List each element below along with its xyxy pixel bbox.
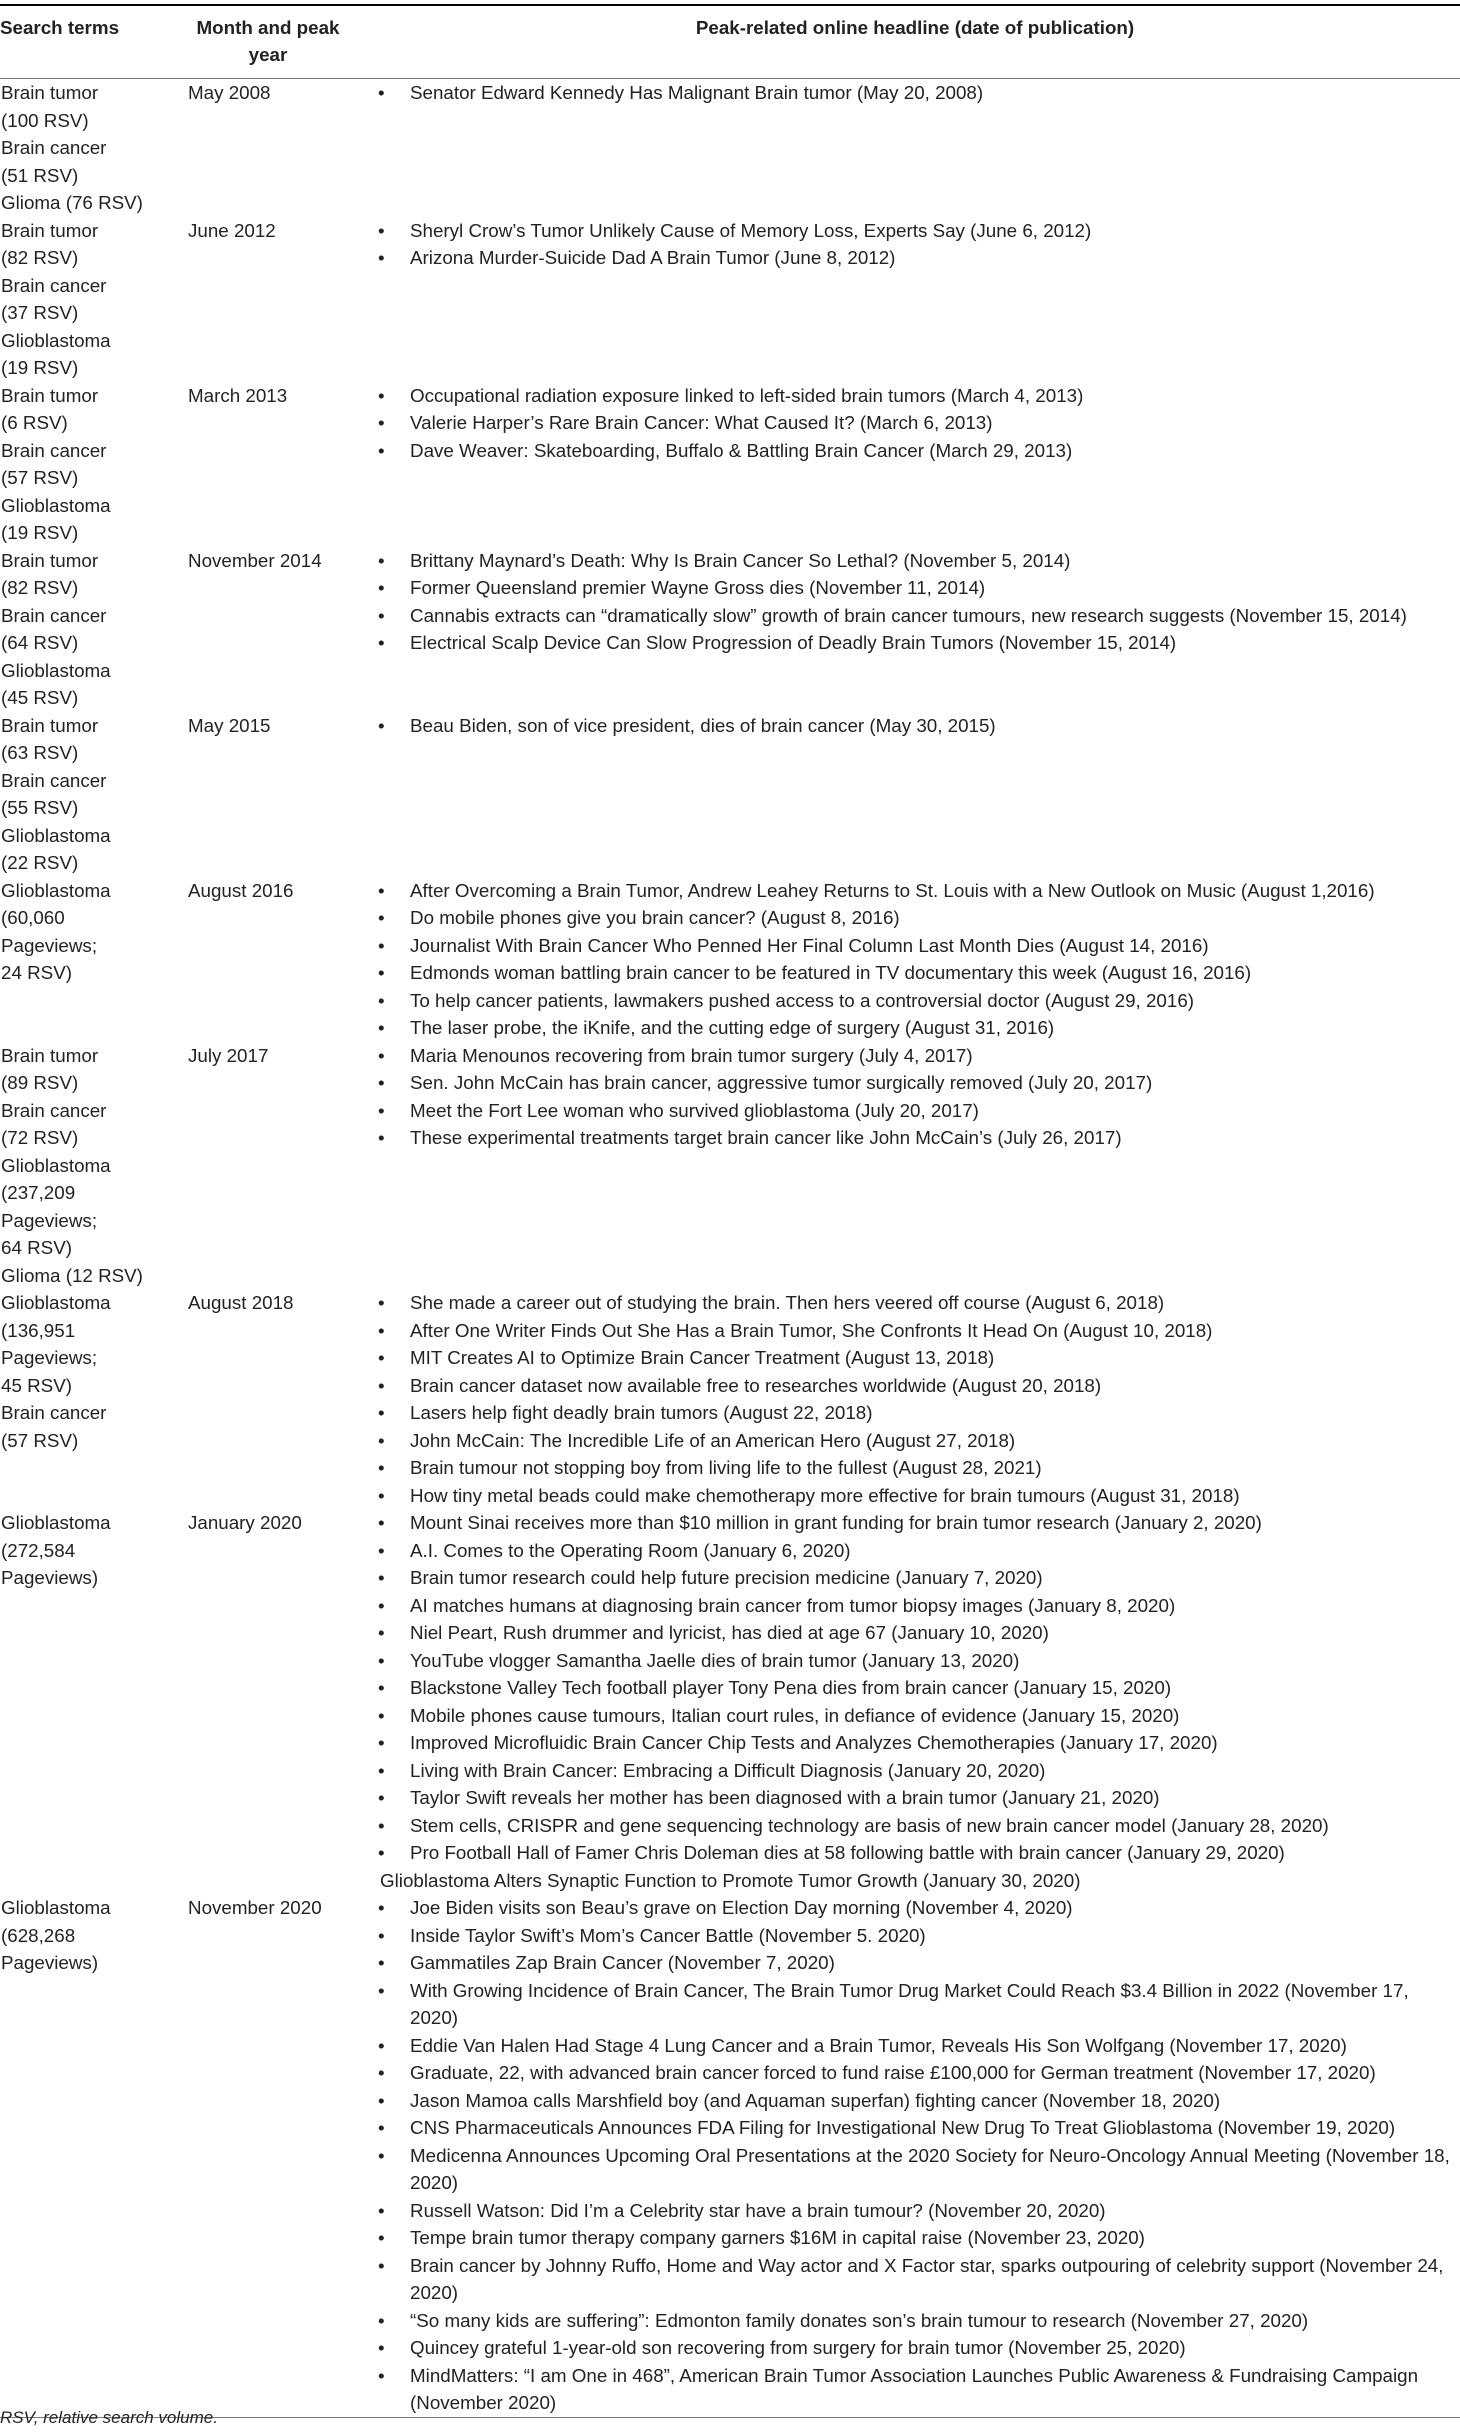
table-row [0,1042,1460,1290]
headline-item: • “So many kids are suffering”: Edmonton family donates son’s brain tumour to research (November 27, 2020) [370,2307,1460,2335]
headline-item: • Brain cancer dataset now available free to researches worldwide (August 20, 2018) [370,1372,1460,1400]
headlines-cell [370,1894,1460,2417]
headline-item: • Improved Microfluidic Brain Cancer Chip Tests and Analyzes Chemotherapies (January 17, 2020) [370,1729,1460,1757]
headline-item: • AI matches humans at diagnosing brain cancer from tumor biopsy images (January 8, 2020) [370,1592,1460,1620]
search-terms-cell: Glioblastoma (136,951 Pageviews; 45 RSV) Brain cancer (57 RSV) [1,1292,111,1451]
headline-item: • Quincey grateful 1-year-old son recovering from surgery for brain tumor (November 25, 2020) [370,2334,1460,2362]
headline-item: • Occupational radiation exposure linked to left-sided brain tumors (March 4, 2013) [370,382,1460,410]
headline-item: • MIT Creates AI to Optimize Brain Cancer Treatment (August 13, 2018) [370,1344,1460,1372]
month-peak-cell: March 2013 [188,384,288,406]
headline-item: • Sen. John McCain has brain cancer, aggressive tumor surgically removed (July 20, 2017) [370,1069,1460,1097]
headline-list [370,712,1460,740]
headline-item: • Gammatiles Zap Brain Cancer (November 7, 2020) [370,1949,1460,1977]
search-terms-cell: Brain tumor (63 RSV) Brain cancer (55 RSV) Glioblastoma (22 RSV) [1,714,111,873]
headline-item: • These experimental treatments target brain cancer like John McCain’s (July 26, 2017) [370,1124,1460,1152]
month-peak-cell: May 2015 [188,714,271,736]
search-terms-cell: Brain tumor (100 RSV) Brain cancer (51 RSV) Glioma (76 RSV) [1,82,143,213]
search-terms-cell: Brain tumor (6 RSV) Brain cancer (57 RSV) Glioblastoma (19 RSV) [1,384,111,543]
headline-list [370,217,1460,272]
headline-item: • The laser probe, the iKnife, and the cutting edge of surgery (August 31, 2016) [370,1014,1460,1042]
headlines-cell [370,382,1460,547]
headline-item: • Jason Mamoa calls Marshfield boy (and Aquaman superfan) fighting cancer (November 18, 2020) [370,2087,1460,2115]
search-terms-cell: Glioblastoma (60,060 Pageviews; 24 RSV) [1,879,111,983]
month-peak-cell: November 2020 [186,1894,370,2417]
headlines-cell [370,547,1460,712]
table-row [0,547,1460,712]
headline-item: • Sheryl Crow’s Tumor Unlikely Cause of Memory Loss, Experts Say (June 6, 2012) [370,217,1460,245]
search-terms-cell: Glioblastoma (628,268 Pageviews) [0,1894,186,2417]
headline-table [0,4,1460,2418]
month-peak-cell: July 2017 [188,1044,269,1066]
table-row [0,1509,1460,1894]
search-terms-cell: Brain tumor (82 RSV) Brain cancer (37 RSV) Glioblastoma (19 RSV) [1,219,111,378]
headline-item: • Graduate, 22, with advanced brain cancer forced to fund raise £100,000 for German treatment (November 17, 2020) [370,2059,1460,2087]
headline-item: • Inside Taylor Swift’s Mom’s Cancer Battle (November 5. 2020) [370,1922,1460,1950]
headline-item: • Joe Biden visits son Beau’s grave on Election Day morning (November 4, 2020) [370,1894,1460,1922]
headline-item: • Cannabis extracts can “dramatically slow” growth of brain cancer tumours, new research suggests (November 15, 2014) [370,602,1460,630]
table-row [0,712,1460,877]
month-peak-cell: November 2014 [188,549,322,571]
table-row [0,217,1460,382]
headline-item: • After One Writer Finds Out She Has a Brain Tumor, She Confronts It Head On (August 10, 2018) [370,1317,1460,1345]
headline-item: • Former Queensland premier Wayne Gross dies (November 11, 2014) [370,574,1460,602]
search-terms-cell: Glioblastoma (272,584 Pageviews) [1,1512,111,1588]
headlines-cell [370,1509,1460,1894]
headline-list [370,547,1460,657]
headline-item: • Eddie Van Halen Had Stage 4 Lung Cancer and a Brain Tumor, Reveals His Son Wolfgang (November 17, 2020) [370,2032,1460,2060]
headline-item: • Edmonds woman battling brain cancer to be featured in TV documentary this week (August 16, 2016) [370,959,1460,987]
headline-list [370,877,1460,1042]
month-peak-cell: January 2020 [188,1512,302,1533]
month-peak-cell: August 2018 [188,1292,294,1313]
header-headline: Peak-related online headline (date of publication) [370,5,1460,79]
headline-list [370,1042,1460,1152]
table-row [0,79,1460,217]
headline-item: • She made a career out of studying the brain. Then hers veered off course (August 6, 2018) [370,1289,1460,1317]
headline-item: • Mount Sinai receives more than $10 million in grant funding for brain tumor research (January 2, 2020) [370,1509,1460,1537]
headline-item: • Niel Peart, Rush drummer and lyricist, has died at age 67 (January 10, 2020) [370,1619,1460,1647]
headline-item: • Brain tumour not stopping boy from living life to the fullest (August 28, 2021) [370,1454,1460,1482]
headline-item: • CNS Pharmaceuticals Announces FDA Filing for Investigational New Drug To Treat Glioblastoma (November 19, 2020) [370,2114,1460,2142]
headline-item: • Medicenna Announces Upcoming Oral Presentations at the 2020 Society for Neuro-Oncology Annual Meeting (November 18, 2020) [370,2142,1460,2197]
headline-item: • Pro Football Hall of Famer Chris Doleman dies at 58 following battle with brain cancer (January 29, 2020) [370,1839,1460,1867]
headline-item: • Electrical Scalp Device Can Slow Progression of Deadly Brain Tumors (November 15, 2014) [370,629,1460,657]
headline-item: • Beau Biden, son of vice president, dies of brain cancer (May 30, 2015) [370,712,1460,740]
headline-item: • Arizona Murder-Suicide Dad A Brain Tumor (June 8, 2012) [370,244,1460,272]
headline-item: • Dave Weaver: Skateboarding, Buffalo & Battling Brain Cancer (March 29, 2013) [370,437,1460,465]
headline-item: • A.I. Comes to the Operating Room (January 6, 2020) [370,1537,1460,1565]
headline-item: • Russell Watson: Did I’m a Celebrity star have a brain tumour? (November 20, 2020) [370,2197,1460,2225]
headline-item: • Stem cells, CRISPR and gene sequencing technology are basis of new brain cancer model (January 28, 2020) [370,1812,1460,1840]
header-search-terms: Search terms [0,5,186,79]
headline-item: • MindMatters: “I am One in 468”, American Brain Tumor Association Launches Public Awareness & Fundraising Campaign (November 2020) [370,2362,1460,2417]
headline-item: • Do mobile phones give you brain cancer? (August 8, 2016) [370,904,1460,932]
headline-item: • Blackstone Valley Tech football player Tony Pena dies from brain cancer (January 15, 2020) [370,1674,1460,1702]
headline-item: • Tempe brain tumor therapy company garners $16M in capital raise (November 23, 2020) [370,2224,1460,2252]
headline-item: • How tiny metal beads could make chemotherapy more effective for brain tumours (August 31, 2018) [370,1482,1460,1510]
headline-item-unbulleted: Glioblastoma Alters Synaptic Function to Promote Tumor Growth (January 30, 2020) [380,1869,1081,1891]
headline-item: • Maria Menounos recovering from brain tumor surgery (July 4, 2017) [370,1042,1460,1070]
headline-item: • Senator Edward Kennedy Has Malignant Brain tumor (May 20, 2008) [370,79,1460,107]
table-row [0,382,1460,547]
headline-list [370,1509,1460,1894]
headline-item: • Brain tumor research could help future precision medicine (January 7, 2020) [370,1564,1460,1592]
table-row [0,1289,1460,1509]
headline-item: • After Overcoming a Brain Tumor, Andrew Leahey Returns to St. Louis with a New Outlook on Music (August 1,2016) [370,877,1460,905]
headline-item: • Living with Brain Cancer: Embracing a Difficult Diagnosis (January 20, 2020) [370,1757,1460,1785]
headline-item: • With Growing Incidence of Brain Cancer, The Brain Tumor Drug Market Could Reach $3.4 Billion in 2022 (November 17, 2020) [370,1977,1460,2032]
headline-list [370,382,1460,465]
table-row [0,1894,1460,2417]
search-terms-cell: Brain tumor (89 RSV) Brain cancer (72 RSV) Glioblastoma (237,209 Pageviews; 64 RSV) Glioma (12 RSV) [1,1044,143,1286]
table-header-row [0,5,1460,79]
month-peak-cell: June 2012 [188,219,276,241]
headline-item: • Meet the Fort Lee woman who survived glioblastoma (July 20, 2017) [370,1097,1460,1125]
headline-list [370,79,1460,107]
headline-item: • John McCain: The Incredible Life of an American Hero (August 27, 2018) [370,1427,1460,1455]
headlines-cell [370,712,1460,877]
table-footnote: RSV, relative search volume. [0,2408,218,2427]
headline-item: • Mobile phones cause tumours, Italian court rules, in defiance of evidence (January 15, 2020) [370,1702,1460,1730]
headlines-cell [370,877,1460,1042]
headline-item: • Brain cancer by Johnny Ruffo, Home and Way actor and X Factor star, sparks outpouring of celebrity support (November 24, 2020) [370,2252,1460,2307]
headline-item: • To help cancer patients, lawmakers pushed access to a controversial doctor (August 29, 2016) [370,987,1460,1015]
headline-item: • YouTube vlogger Samantha Jaelle dies of brain tumor (January 13, 2020) [370,1647,1460,1675]
search-terms-cell: Brain tumor (82 RSV) Brain cancer (64 RSV) Glioblastoma (45 RSV) [1,549,111,708]
headline-item: • Journalist With Brain Cancer Who Penned Her Final Column Last Month Dies (August 14, 2016) [370,932,1460,960]
month-peak-cell: May 2008 [188,82,271,103]
headlines-cell [370,1042,1460,1290]
headlines-cell [370,79,1460,217]
headline-list [370,1289,1460,1509]
headline-item: • Taylor Swift reveals her mother has been diagnosed with a brain tumor (January 21, 2020) [370,1784,1460,1812]
headlines-cell [370,1289,1460,1509]
header-month-peak-year: Month and peak year [186,5,370,79]
headline-item: • Lasers help fight deadly brain tumors (August 22, 2018) [370,1399,1460,1427]
table-row [0,877,1460,1042]
headlines-cell [370,217,1460,382]
headline-item: • Brittany Maynard’s Death: Why Is Brain Cancer So Lethal? (November 5, 2014) [370,547,1460,575]
headline-item: • Valerie Harper’s Rare Brain Cancer: What Caused It? (March 6, 2013) [370,409,1460,437]
table-body [0,79,1460,2418]
headline-list [370,1894,1460,2417]
month-peak-cell: August 2016 [188,879,294,901]
